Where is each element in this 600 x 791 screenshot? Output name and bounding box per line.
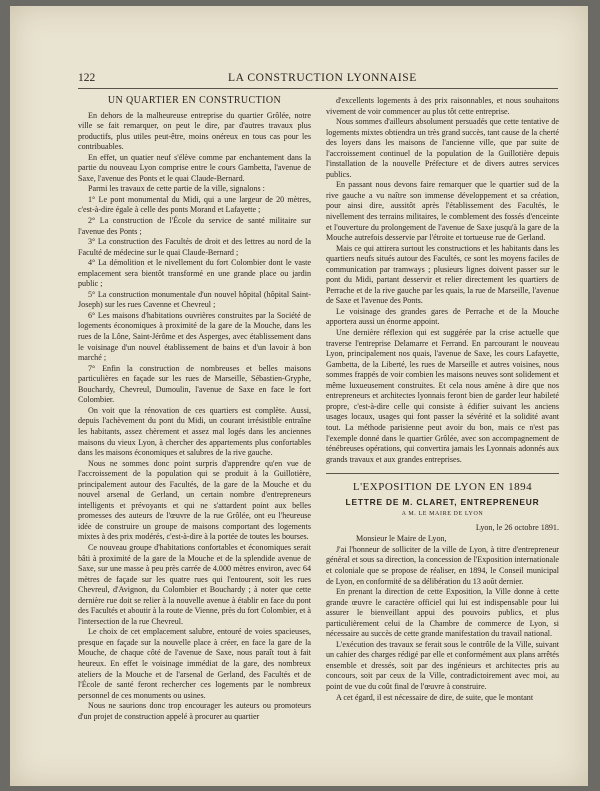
exposition-title: L'EXPOSITION DE LYON EN 1894 [352, 481, 533, 494]
paragraph: Le choix de cet emplacement salubre, entouré de voies spacieuses, presque en façade sur la nouvelle place à créer, en face la gare de la Mouche, de chaque côté de l'avenue de Saxe, nous paraît tout à fait heureux. En effet le voisinage immédiat de la gare, des nombreux ateliers de la Mouche et de l'arsenal de Gerland, des Facultés et de l'École de santé feront rechercher ces logements par le nombreux personnel de ces monuments ou usines. [78, 627, 311, 700]
paragraph: Nous ne saurions donc trop encourager les auteurs ou promoteurs d'un projet de construction appelé à procurer au quartier [78, 701, 311, 721]
paragraph: Le voisinage des grandes gares de Perrache et de la Mouche apportera aussi un énorme appoint. [326, 306, 559, 327]
left-article-body [78, 111, 311, 723]
paragraph: Mais ce qui attirera surtout les constructions et les habitants dans les quartiers neufs situés autour des Facultés, ce sont les moyens faciles de communication par tramways ; plusieurs lignes doivent passer sur le pont du Midi, partant desservir et relier directement les quartiers de Perrache et de la rive gauche par les quais, la rue de Marseille, l'avenue de Saxe et l'avenue des Ponts. [326, 243, 559, 306]
letter-title: LETTRE DE M. CLARET, ENTREPRENEUR [345, 496, 540, 507]
paragraph: 4° La démolition et le nivellement du fort Colombier dont le vaste emplacement sera bientôt transformé en une grande place ou jardin public ; [78, 258, 311, 289]
paragraph: 7° Enfin la construction de nombreuses et belles maisons particulières en façade sur les rues de Marseille, Sébastien-Gryphe, Bouchardy, Chevreul, Dumoulin, l'avenue de Saxe en face le fort Colombier. [78, 363, 311, 405]
paragraph: En effet, un quatier neuf s'élève comme par enchantement dans la partie du nouveau Lyon comprise entre le cours Gambetta, l'avenue de Saxe, l'avenue des Ponts et le quai Claude-Bernard. [78, 152, 311, 183]
section-divider [326, 473, 559, 474]
paragraph: En passant nous devons faire remarquer que le quartier sud de la rive gauche a vu naître son immense développement et sa création, pour ainsi dire, aussitôt après l'établissement des Facultés, le nivellement des terrains militaires, le comblement des fossés d'enceinte et l'ouverture du prolongement de l'avenue de Saxe jusqu'à la gare de la Mouche autrefois desservie par l'étroite et tortueuse rue de Gerland. [326, 180, 559, 243]
right-article-body [326, 96, 559, 465]
letter-body [326, 545, 559, 703]
journal-title: LA CONSTRUCTION LYONNAISE [228, 72, 417, 84]
paragraph: 3° La construction des Facultés de droit et des lettres au nord de la Faculté de médecine sur le quai Claude-Bernard ; [78, 237, 311, 257]
page-number: 122 [78, 72, 96, 84]
paragraph: 5° La construction monumentale d'un nouvel hôpital (hôpital Saint-Joseph) sur les rues Cavenne et Chevreul ; [78, 289, 311, 310]
letter-salutation: Monsieur le Maire de Lyon, [356, 534, 447, 544]
right-column [326, 96, 559, 764]
paragraph: En prenant la direction de cette Exposition, la Ville donne à cette grande œuvre le caractère officiel qui lui est indispensable pour lui assurer le bienveillant appui des pouvoirs publics, et plus particulièrement celui de la Chambre de commerce de Lyon, si nécessaire au succès de cette grande manifestation du travail national. [326, 587, 559, 639]
paragraph: On voit que la rénovation de ces quartiers est complète. Aussi, depuis l'achèvement du pont du Midi, un courant irrésistible entraîne les habitants, assez chèrement et assez mal logés dans les anciennes maisons du vieux Lyon, à chercher des appartements plus confortables dans les maisons économiques et salubres de la rive gauche. [78, 405, 311, 458]
paragraph: Ce nouveau groupe d'habitations confortables et économiques serait bâti à proximité de la gare de la Mouche et de la splendide avenue de Saxe, sur une masse à peu près carrée de 4.000 mètres environ, avec 64 mètres de façade sur les quatre rues qui l'entourent, soit les rues Chevreul, d'Avignon, du Colombier et Bouchardy ; à noter que cette dernière rue doit se relier à la nouvelle avenue à établir en face du pont des Facultés et aboutir à la route de Vienne, près du fort Colombier, et à l'intersection de la rue Chevreul. [78, 542, 311, 626]
paragraph: d'excellents logements à des prix raisonnables, et nous souhaitons vivement de voir commencer au plus tôt cette entreprise. [326, 96, 559, 116]
paragraph: En dehors de la malheureuse entreprise du quartier Grôlée, notre ville se fait remarquer, on peut le dire, par d'autres travaux plus productifs, plus utiles peut-être, moins onéreux en tous cas pour les contribuables. [78, 110, 311, 152]
journal-page [10, 6, 588, 786]
paragraph: 6° Les maisons d'habitations ouvrières construites par la Société de logements économiques à proximité de la gare de la Mouche, dans les rues de la Lône, Saint-Jérôme et des Asperges, avec établissement dans le voisinage d'un nouvel établissement de bains et d'un lavoir à bon marché ; [78, 310, 311, 363]
paragraph: A cet égard, il est nécessaire de dire, de suite, que le montant [336, 692, 534, 702]
paragraph: Une dernière réflexion qui est suggérée par la crise actuelle que traverse l'entreprise Delamarre et Ferrand. En parcourant le nouveau Lyon, principalement nos quais, l'avenue de Saxe, les cours Lafayette, Gambetta, de la Liberté, les rues de Marseille et autres voisines, nous sommes frappés de voir combien les maisons neuves sont solidement et même luxueusement construites. Et cela nous amène à dire que nos entrepreneurs et architectes lyonnais feront bien de garder leur habileté propre, c'est-à-dire celle qui consiste à édifier suivant les anciens usages locaux, usages qui font passer la sévérité et la solidité avant tout. La méthode parisienne peut avoir du bon, mais ce n'est pas l'exemple donné dans le quartier Grôlée, avec son accompagnement de ténébreuses opérations, qui convertira jamais les Lyonnais adonnés aux grands travaux et aux grandes entreprises. [326, 328, 559, 464]
paragraph: Nous ne sommes donc point surpris d'apprendre qu'en vue de l'accroissement de la population qui se produit à la Guillotière, principalement autour des Facultés, de la gare de la Mouche et du nouvel arsenal de Gerland, un certain nombre d'entrepreneurs intelligents et prévoyants et qui ne s'attardent point aux belles promesses des auteurs de l'œuvre de la rue Grôlée, ont eu l'heureuse idée de construire un groupe de maisons comportant des logements mixtes à des prix modérés, c'est-à-dire à la portée de toutes les bourses. [78, 458, 311, 542]
letter-addressee: A M. LE MAIRE DE LYON [401, 511, 484, 518]
paragraph: Nous sommes d'ailleurs absolument persuadés que cette tentative de logements mixtes obtiendra un très grand succès, tant cause de la cherté des loyers dans les maisons de l'ancienne ville, que par suite de l'accroissement continuel de la population de la Guillotière depuis l'installation de la nouvelle Préfecture et de divers autres services publics. [326, 117, 559, 179]
paragraph: L'exécution des travaux se ferait sous le contrôle de la Ville, suivant un cahier des charges rédigé par elle et conformément aux plans arrêtés ensemble et dressés, soit par des ingénieurs et architectes pris au concours, soit par ceux de la Ville, contradictoirement avec moi, au point de vue du coût final de l'œuvre à construire. [326, 639, 559, 691]
left-column [78, 96, 311, 764]
paragraph: 2° La construction de l'École du service de santé militaire sur l'avenue des Ponts ; [78, 216, 311, 236]
paragraph: J'ai l'honneur de solliciter de la ville de Lyon, à titre d'entrepreneur général et sous sa direction, la concession de l'Exposition internationale et coloniale que se propose de réaliser, en 1894, le Conseil municipal de Lyon, en conformité de sa délibération du 13 août dernier. [326, 544, 559, 586]
paragraph: 1° Le pont monumental du Midi, qui a une largeur de 20 mètres, c'est-à-dire égale à celle des ponts Morand et Lafayette ; [78, 194, 311, 215]
page-header [78, 70, 558, 89]
section-title: UN QUARTIER EN CONSTRUCTION [107, 96, 282, 106]
letter-dateline: Lyon, le 26 octobre 1891. [475, 522, 559, 532]
paragraph: Parmi les travaux de cette partie de la ville, signalons : [88, 184, 265, 194]
